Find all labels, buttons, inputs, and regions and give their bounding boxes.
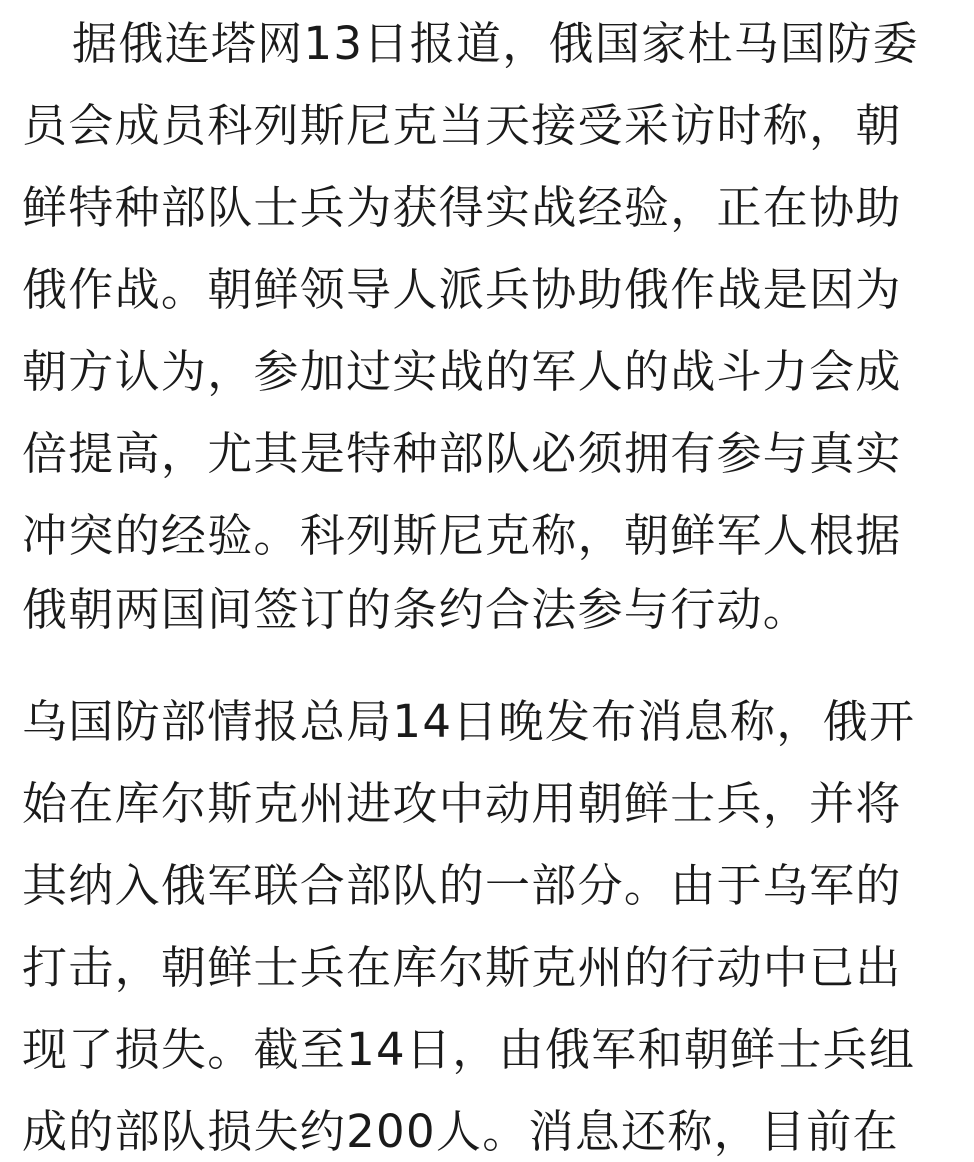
paragraph-line: 鲜特种部队士兵为获得实战经验，正在协助 (22, 181, 902, 234)
paragraph-line: 倍提高，尤其是特种部队必须拥有参与真实 (22, 427, 902, 480)
paragraph-line: 现了损失。截至14日，由俄军和朝鲜士兵组 (22, 1023, 916, 1076)
paragraph-line: 俄作战。朝鲜领导人派兵协助俄作战是因为 (22, 263, 902, 316)
paragraph-line: 俄朝两国间签订的条约合法参与行动。 (22, 583, 810, 636)
paragraph-line: 成的部队损失约200人。消息还称，目前在 (22, 1105, 899, 1158)
paragraph-line: 始在库尔斯克州进攻中动用朝鲜士兵，并将 (22, 777, 902, 830)
paragraph-line: 员会成员科列斯尼克当天接受采访时称，朝 (22, 99, 902, 152)
paragraph-line: 乌国防部情报总局14日晚发布消息称，俄开 (22, 695, 916, 748)
paragraph-line: 朝方认为，参加过实战的军人的战斗力会成 (22, 345, 902, 398)
paragraph-line: 据俄连塔网13日报道，俄国家杜马国防委 (72, 17, 919, 70)
paragraph-line: 打击，朝鲜士兵在库尔斯克州的行动中已出 (22, 941, 902, 994)
paragraph-line: 冲突的经验。科列斯尼克称，朝鲜军人根据 (22, 509, 902, 562)
paragraph-line: 其纳入俄军联合部队的一部分。由于乌军的 (22, 859, 902, 912)
